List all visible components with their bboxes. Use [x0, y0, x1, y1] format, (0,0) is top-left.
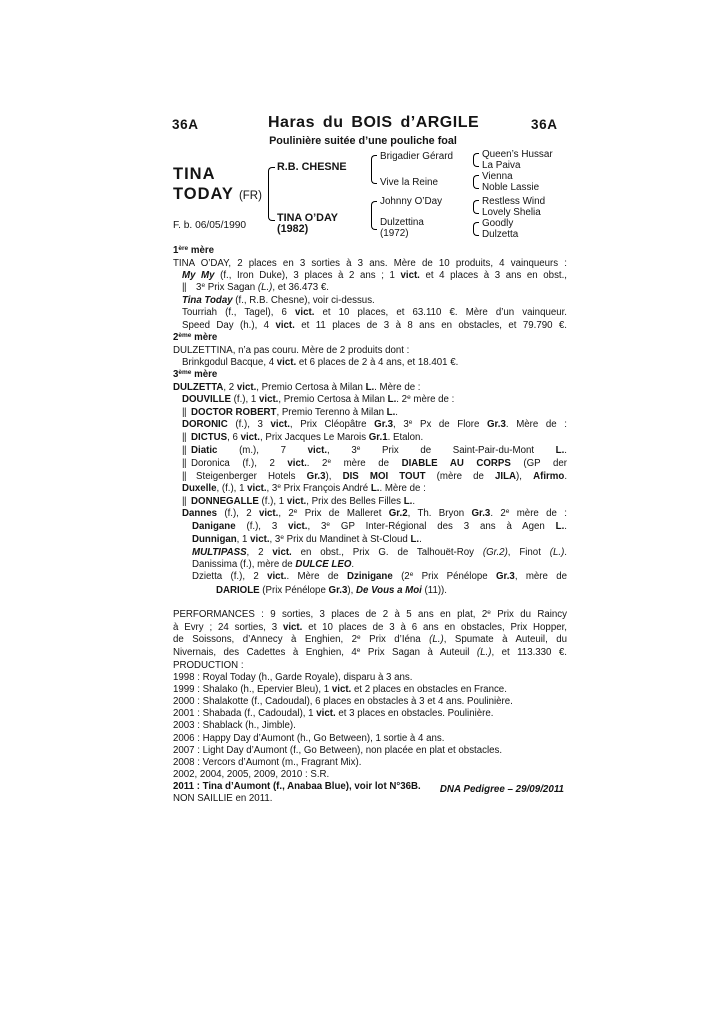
text-line: || Doronica (f.), 2 vict.. 2e mère de DIABLE AU CORPS (GP der	[182, 457, 568, 469]
sire-name: R.B. CHESNE	[277, 161, 347, 173]
text-line: 2008 : Vercors d’Aumont (m., Fragrant Mix).	[173, 756, 362, 768]
dam-sire-name: Johnny O’Day	[380, 196, 443, 207]
page-title: Haras du BOIS d’ARGILE	[268, 114, 480, 131]
bracket-gen3-4	[473, 222, 479, 236]
text-line: Danigane (f.), 3 vict., 3e GP Inter-Régional des 3 ans à Agen L..	[192, 521, 567, 533]
text-line: PRODUCTION :	[173, 660, 244, 671]
gen3-name: Goodly	[482, 218, 514, 229]
text-line: Dunnigan, 1 vict., 3e Prix du Mandinet à St-Cloud L..	[192, 534, 422, 546]
text-line: Danissima (f.), mère de DULCE LEO.	[192, 559, 355, 571]
gen3-name: Noble Lassie	[482, 182, 540, 193]
dam-year: (1982)	[277, 223, 309, 235]
text-line: Tourriah (f., Tagel), 6 vict. et 10 places, et 63.110 €. Mère d’un vainqueur.	[182, 307, 568, 319]
text-line: Brinkgodul Bacque, 4 vict. et 6 places de 2 à 4 ans, et 18.401 €.	[182, 356, 459, 368]
subject-name: TODAY	[173, 185, 234, 203]
text-line: 1998 : Royal Today (h., Garde Royale), disparu à 3 ans.	[173, 672, 413, 684]
text-line: Nivernais, des Cadettes à Enghien, 4e Prix Sagan à Auteuil (L.), et 113.330 €.	[173, 646, 567, 658]
gen3-name: La Paiva	[482, 160, 521, 171]
subject-name-line2	[173, 185, 262, 203]
text-line: 2ème mère	[173, 331, 218, 343]
lot-number-right: 36A	[531, 117, 558, 132]
text-line: DORONIC (f.), 3 vict., Prix Cléopâtre Gr.3, 3e Px de Flore Gr.3. Mère de :	[182, 419, 567, 431]
sire-sire-name: Brigadier Gérard	[380, 151, 453, 162]
dam-dam-name	[380, 217, 424, 239]
bracket-sire-parents	[371, 155, 377, 184]
dam-name-text: TINA O’DAY	[277, 212, 338, 224]
text-line: de Soissons, d’Annecy à Enghien, 2e Prix d’Iéna (L.), Spumate à Auteuil, du	[173, 633, 568, 645]
text-line: MULTIPASS, 2 vict. en obst., Prix G. de Talhouët-Roy (Gr.2), Finot (L.).	[192, 547, 567, 559]
text-line: || Diatic (m.), 7 vict., 3e Prix de Saint-Pair-du-Mont L..	[182, 444, 567, 456]
bracket-gen3-3	[473, 200, 479, 214]
text-line: 2001 : Shabada (f., Cadoudal), 1 vict. et 3 places en obstacles. Poulinière.	[173, 708, 494, 720]
gen3-name: Dulzetta	[482, 229, 519, 240]
dam-name	[277, 213, 338, 235]
subject-foaling-date: F. b. 06/05/1990	[173, 220, 247, 231]
bracket-gen1	[268, 167, 275, 221]
text-line: DULZETTA, 2 vict., Premio Certosa à Milan L.. Mère de :	[173, 382, 421, 394]
text-line: 2006 : Happy Day d’Aumont (h., Go Between), 1 sortie à 4 ans.	[173, 732, 445, 744]
dam-dam-year: (1972)	[380, 228, 409, 239]
text-line: PERFORMANCES : 9 sorties, 3 places de 2 à 5 ans en plat, 2e Prix du Raincy	[173, 608, 567, 620]
text-line: 2007 : Light Day d’Aumont (f., Go Between), non placée en plat et obstacles.	[173, 744, 503, 756]
gen3-name: Queen’s Hussar	[482, 149, 553, 160]
text-line: 2003 : Shablack (h., Jimble).	[173, 720, 296, 732]
text-line: Dzietta (f.), 2 vict.. Mère de Dzinigane (2e Prix Pénélope Gr.3, mère de	[192, 571, 568, 583]
text-line: 2000 : Shalakotte (f., Cadoudal), 6 places en obstacles à 3 et 4 ans. Poulinière.	[173, 696, 513, 708]
text-line: || DICTUS, 6 vict., Prix Jacques Le Marois Gr.1. Etalon.	[182, 432, 424, 444]
text-line: TINA O’DAY, 2 places en 3 sorties à 3 ans. Mère de 10 produits, 4 vainqueurs :	[173, 258, 567, 270]
text-line: 1999 : Shalako (h., Epervier Bleu), 1 vict. et 2 places en obstacles en France.	[173, 684, 507, 696]
lot-number-left: 36A	[172, 117, 199, 132]
gen3-name: Vienna	[482, 171, 513, 182]
gen3-name: Restless Wind	[482, 196, 546, 207]
gen3-name: Lovely Shelia	[482, 207, 541, 218]
text-line: My My (f., Iron Duke), 3 places à 2 ans ; 1 vict. et 4 places à 3 ans en obst.,	[182, 270, 567, 282]
text-line: DOUVILLE (f.), 1 vict., Premio Certosa à Milan L.. 2e mère de :	[182, 394, 455, 406]
text-line: || DONNEGALLE (f.), 1 vict., Prix des Belles Filles L..	[182, 495, 416, 507]
bracket-dam-parents	[371, 201, 377, 230]
text-line: Speed Day (h.), 4 vict. et 11 places de 3 à 8 ans en obstacles, et 79.790 €.	[182, 319, 567, 331]
text-line: 3ème mère	[173, 368, 218, 380]
sire-dam-name: Vive la Reine	[380, 177, 439, 188]
subject-country: (FR)	[238, 190, 262, 202]
text-line: DULZETTINA, n’a pas couru. Mère de 2 produits dont :	[173, 344, 410, 356]
text-line: 1ère mère	[173, 245, 215, 256]
text-line: Dannes (f.), 2 vict., 2e Prix de Malleret Gr.2, Th. Bryon Gr.3. 2e mère de :	[182, 507, 567, 519]
text-line: DARIOLE (Prix Pénélope Gr.3), De Vous a Moi (11)).	[216, 584, 447, 596]
body-text	[173, 245, 567, 805]
subject-name-line1: TINA	[173, 165, 216, 183]
footer-credit: DNA Pedigree – 29/09/2011	[439, 784, 564, 795]
text-line: 2011 : Tina d’Aumont (f., Anabaa Blue), voir lot N°36B.	[173, 780, 421, 792]
bracket-gen3-2	[473, 175, 479, 189]
text-line: à Evry ; 24 sorties, 3 vict. et 10 places de 3 à 6 ans en obstacles, Prix Hopper,	[173, 621, 567, 633]
text-line: || 3e Prix Sagan (L.), et 36.473 €.	[182, 282, 329, 294]
text-line: 2002, 2004, 2005, 2009, 2010 : S.R.	[173, 768, 330, 780]
text-line: || Steigenberger Hotels Gr.3), DIS MOI TOUT (mère de JILA), Afirmo.	[182, 470, 568, 482]
text-line: Duxelle, (f.), 1 vict., 3e Prix François André L.. Mère de :	[182, 482, 426, 494]
dam-dam-text: Dulzettina	[380, 217, 424, 228]
pedigree-tree	[0, 0, 725, 245]
text-line: NON SAILLIE en 2011.	[173, 793, 273, 805]
bracket-gen3-1	[473, 153, 479, 167]
page-subtitle: Poulinière suitée d’une pouliche foal	[269, 135, 457, 147]
text-line: || DOCTOR ROBERT, Premio Terenno à Milan L..	[182, 407, 398, 419]
text-line: Tina Today (f., R.B. Chesne), voir ci-dessus.	[182, 295, 375, 307]
